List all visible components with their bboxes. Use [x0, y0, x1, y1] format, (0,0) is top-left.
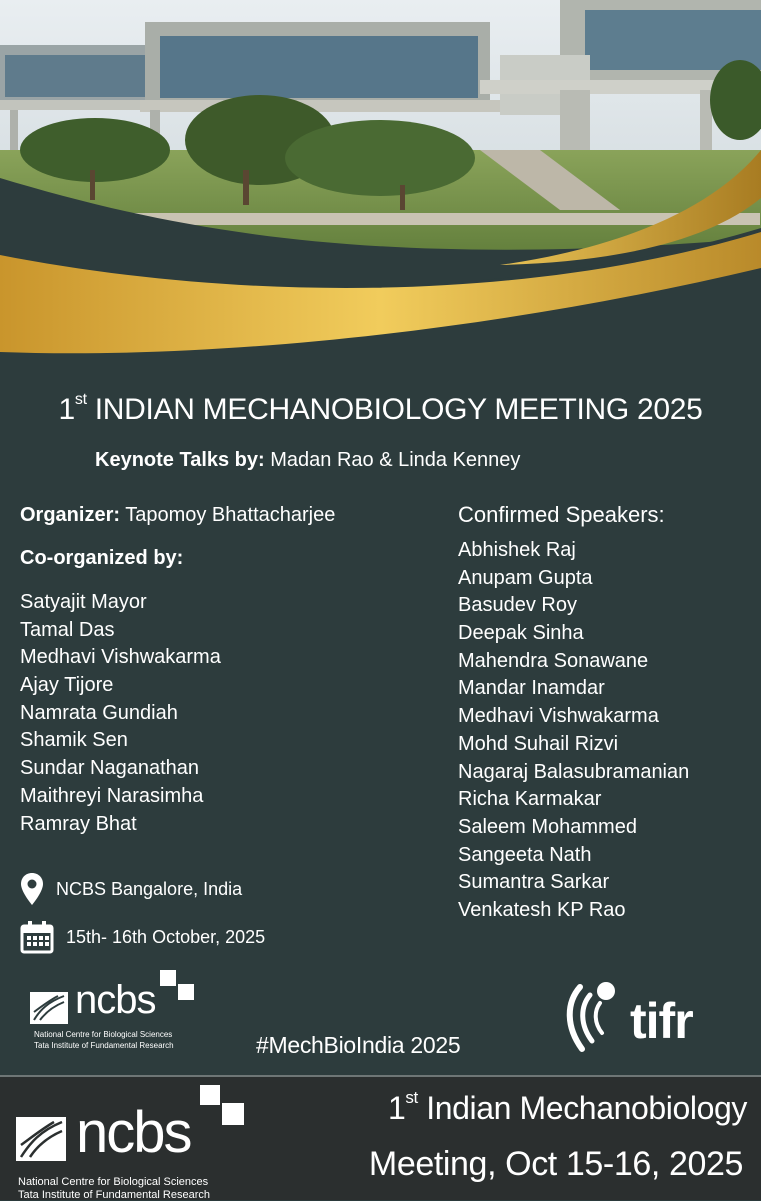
co-organizers-list	[20, 589, 221, 838]
hashtag: #MechBioIndia 2025	[256, 1032, 461, 1058]
list-item: Namrata Gundiah	[20, 701, 178, 724]
list-item: Deepak Sinha	[458, 622, 584, 645]
tifr-wordmark: tifr	[630, 993, 693, 1049]
ncbs-square-1	[200, 1085, 220, 1105]
keynote-line	[95, 449, 520, 472]
list-item: Medhavi Vishwakarma	[458, 705, 659, 728]
list-item: Anupam Gupta	[458, 566, 593, 589]
venue-line	[20, 868, 242, 910]
footer-banner	[0, 1075, 761, 1200]
location-pin-icon	[20, 872, 44, 906]
list-item: Richa Karmakar	[458, 788, 602, 811]
speakers-heading: Confirmed Speakers:	[458, 502, 665, 527]
list-item: Mohd Suhail Rizvi	[458, 732, 619, 755]
co-organizers-heading: Co-organized by:	[20, 547, 184, 569]
footer-title-line2: Meeting, Oct 15-16, 2025	[368, 1145, 743, 1183]
list-item: Basudev Roy	[458, 594, 577, 617]
ncbs-square-1	[160, 970, 176, 986]
list-item: Tamal Das	[20, 618, 115, 641]
list-item: Sundar Naganathan	[20, 757, 200, 780]
list-item: Venkatesh KP Rao	[458, 898, 626, 921]
organizer-label: Organizer:	[20, 504, 121, 526]
ncbs-square-2	[178, 984, 194, 1000]
keynote-names: Madan Rao & Linda Kenney	[264, 449, 521, 471]
ncbs-leaf-mark	[16, 1117, 66, 1161]
event-title: 1st INDIAN MECHANOBIOLOGY MEETING 2025	[58, 391, 703, 426]
list-item: Ramray Bhat	[20, 812, 137, 835]
organizer-name: Tapomoy Bhattacharjee	[120, 504, 336, 526]
ncbs-logo-large	[14, 1085, 254, 1200]
organizer-line	[20, 504, 335, 527]
date-text: 15th- 16th October, 2025	[66, 926, 266, 947]
list-item: Shamik Sen	[20, 729, 128, 752]
ncbs-wordmark: ncbs	[75, 978, 156, 1022]
ncbs-parent-institute: Tata Institute of Fundamental Research	[34, 1041, 174, 1050]
list-item: Satyajit Mayor	[20, 591, 147, 613]
keynote-label: Keynote Talks by:	[95, 449, 265, 471]
tifr-mark	[562, 977, 632, 1057]
list-item: Nagaraj Balasubramanian	[458, 760, 690, 783]
list-item: Sumantra Sarkar	[458, 871, 610, 894]
footer-title-line1: 1st Indian Mechanobiology	[387, 1088, 747, 1126]
list-item: Ajay Tijore	[20, 674, 114, 697]
list-item: Saleem Mohammed	[458, 815, 637, 838]
footer-divider	[0, 1075, 761, 1077]
list-item: Mandar Inamdar	[458, 677, 605, 700]
venue-text: NCBS Bangalore, India	[56, 878, 243, 899]
campus-photo	[0, 0, 761, 380]
ncbs-parent-institute: Tata Institute of Fundamental Research	[18, 1189, 210, 1201]
list-item: Abhishek Raj	[458, 539, 576, 561]
list-item: Medhavi Vishwakarma	[20, 646, 221, 669]
list-item: Sangeeta Nath	[458, 843, 592, 866]
ncbs-logo	[30, 970, 210, 1055]
list-item: Mahendra Sonawane	[458, 649, 649, 672]
calendar-icon	[20, 920, 54, 954]
ncbs-fullname: National Centre for Biological Sciences	[34, 1030, 173, 1039]
list-item: Maithreyi Narasimha	[20, 784, 204, 807]
tifr-logo	[562, 977, 732, 1057]
date-line	[20, 916, 265, 958]
ncbs-wordmark: ncbs	[76, 1100, 191, 1165]
ncbs-square-2	[222, 1103, 244, 1125]
speakers-list	[458, 537, 689, 925]
ncbs-leaf-mark	[30, 992, 68, 1024]
ncbs-fullname: National Centre for Biological Sciences	[18, 1176, 209, 1188]
